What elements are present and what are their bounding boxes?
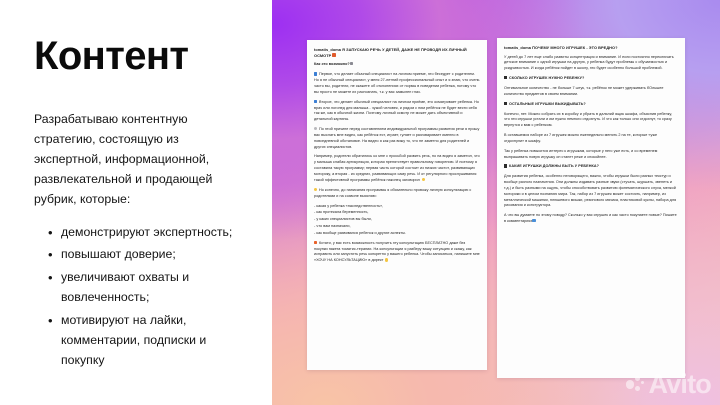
black-square-icon [504, 164, 507, 167]
post-paragraph [314, 127, 480, 150]
blue-square-icon [314, 72, 317, 75]
post-section-text: КАКИЕ ИГРУШКИ ДОЛЖНЫ БЫТЬ У РЕБЕНКА? [508, 164, 599, 169]
post-username[interactable]: tomatis_doma [314, 47, 341, 52]
leaf-icon [314, 127, 317, 130]
post-section-text: СКОЛЬКО ИГРУШЕК НУЖНО РЕБЕНКУ? [508, 76, 585, 81]
smile-icon [422, 178, 425, 181]
list-item: • увеличивают охваты и вовлеченность; [48, 268, 250, 308]
page-title: Контент [34, 34, 189, 78]
post-paragraph [314, 241, 480, 265]
post-headline [504, 45, 678, 51]
gift-icon [314, 241, 317, 244]
post-paragraph [314, 62, 480, 68]
post-paragraph: - как протекала беременность, [314, 210, 369, 215]
post-paragraph-text: Как это возможно? [314, 62, 350, 67]
left-content-panel [0, 0, 272, 405]
post-paragraph: - что вам назначали, [314, 224, 351, 228]
post-headline-text: ПОЧЕМУ МНОГО ИГРУШЕК - ЭТО ВРЕДНО? [532, 45, 618, 50]
post-paragraph [314, 154, 480, 183]
post-card-left-body [307, 40, 487, 274]
post-card-left[interactable] [307, 40, 487, 370]
post-username[interactable]: tomatis_doma [504, 45, 531, 50]
post-paragraph: В оставшемся наборе из 7 игрушек можно еженедельно менять 2 на те, которые «уже отдохнули» в шкафу. [504, 133, 658, 143]
post-headline [314, 47, 480, 58]
post-paragraph: - какая у ребенка «наследственность», [314, 203, 384, 208]
post-paragraph: У детей до 7 лет еще слабо развиты концентрация и внимание. И если постоянно переключать детское внимание с одной игрушки на другую, у ребенка будут проблемы с обучаемостью и усидчивостью. И когда ребёнок пойдет в школу, это будет особенно большой проблемой. [504, 54, 674, 71]
post-paragraph-text: Второе, что делает обычный специалист на личном приёме, это осматривает ребенка. Но врач или логопед для малыша - чужой человек, и рядом с ним ребёнок не будет вести себя так же, как в обычной жизни. Поэтому личный осмотр не может дать объективной и детальной картины. [314, 99, 480, 122]
list-item: • повышают доверие; [48, 245, 250, 265]
post-paragraph [314, 72, 480, 95]
post-headline-text: Я ЗАПУСКАЮ РЕЧЬ У ДЕТЕЙ, ДАЖЕ НЕ ПРОВОДЯ ИХ ЛИЧНЫЙ ОСМОТР [314, 47, 467, 58]
post-paragraph [314, 100, 480, 123]
pointer-down-icon [532, 219, 535, 222]
black-square-icon [504, 76, 507, 79]
post-paragraph-text: Кстати, у вас есть возможность получить эту консультацию БЕСПЛАТНО даже без покупки пакета томатис-терапии. На консультации я разберу вашу ситуацию и скажу, как исправить или запустить речь конкретно у вашего ребенка. Чтобы записаться, напишите мне «ХОЧУ НА КОНСУЛЬТАЦИЮ» в директ [314, 240, 480, 263]
post-paragraph-text: По этой причине перед составлением индивидуальной программы развития речи я прошу вас выслать мне видео, как ребёнок ест, играет, гуляет и разговаривает именно в повседневной обстановке. На видео я как раз вижу то, что не заметно для родителей и других специалистов. [314, 127, 480, 149]
post-paragraph [314, 188, 480, 200]
avito-wordmark: Avito [648, 369, 711, 399]
post-paragraph: - у каких специалистов вы были, [314, 217, 372, 222]
post-section-text: ОСТАЛЬНЫЕ ИГРУШКИ ВЫКИДЫВАТЬ? [508, 101, 586, 106]
post-paragraph: Так у ребенка повысится интерес к игрушкам, которые у него уже есть, и со временем выпрашивать новую игрушку он станет реже и спокойнее. [504, 148, 658, 159]
post-paragraph: Конечно, нет. Можно собрать их в коробку и убрать в дальний ящик шкафа, объяснив ребенку, что эти игрушки устали и им нужно немного отдохнуть. И что как только они отдохнут, то сразу вернутся к вам с ребенком. [504, 111, 673, 128]
rocket-icon [332, 53, 335, 56]
gradient-showcase-panel [272, 0, 720, 405]
post-section-heading [504, 102, 678, 108]
post-section-heading [504, 164, 678, 170]
benefits-list [34, 223, 250, 371]
list-item: • демонстрируют экспертность; [48, 223, 250, 243]
post-card-right[interactable] [497, 38, 685, 378]
post-paragraph: Для развития ребенка, особенно неговорящего, важно, чтобы игрушки были разных текстур и вообще разного назначения. Они должны издавать разные звуки (стучать, шуршать, звенеть и т.д.) и быть разными на ощупь, чтобы способствовать развитию фонематического слуха, мелкой моторики и в целом познанию мира. Так, набор из 7 игрушек может состоять, например, из металлической машинки, плюшевого мишки, резинового мячика, пластиковой куклы, набора для рисования и конструктора. [504, 174, 677, 208]
post-section-heading [504, 76, 678, 82]
lock-icon [350, 62, 353, 65]
post-paragraph: - как вообще развивался ребенок и другие аспекты. [314, 230, 407, 235]
intro-paragraph: Разрабатываю контентную стратегию, состоящую из экспертной, информационной, развлекательной и продающей рубрик, которые: [34, 112, 213, 206]
post-paragraph-text: Например, родители обратились ко мне с просьбой развить речь, но на видео я заметил, что у малыша слабая артикуляция, которая препятствует правильному говорению. И поэтому я составила такую программу; первая часть которой состоит из низких частот, развивающих моторику, а вторая - из средних, развивающих саму речь. И от регулярного прослушивания такой эффективной программы ребёнок наконец заговорил [314, 154, 480, 182]
post-paragraph-text: Первое, что делает обычный специалист на личном приеме, это беседует с родителем. Но я не обычный специалист, у меня 27-летний профессиональный опыт и я знаю, что очень часто вы, родители, не скажете об отклонениях от нормы в поведении ребенка, потому что вы просто не можете их распознать, т.к. у вас замылен глаз. [314, 72, 480, 94]
smile-icon [385, 258, 388, 261]
post-paragraph: Оптимальное количество - не больше 7 штук, т.к. ребёнок не может удерживать бОльшее количество предметов в своем внимании. [504, 86, 664, 96]
smile-icon [314, 188, 317, 191]
post-paragraph-text: А что вы думаете по этому поводу? Сколько у вас игрушек и как часто покупаете новые? Пишите в комментариях [504, 213, 677, 224]
post-paragraph-text: Но конечно, до написания программы я обязательно провожу личную консультацию с родителями и на созвоне выясняю: [314, 187, 472, 198]
black-square-icon [504, 102, 507, 105]
list-item: • мотивируют на лайки, комментарии, подписки и покупку [48, 311, 250, 371]
blue-square-icon [314, 100, 317, 103]
post-card-right-body [497, 38, 685, 235]
post-paragraph [504, 213, 678, 225]
